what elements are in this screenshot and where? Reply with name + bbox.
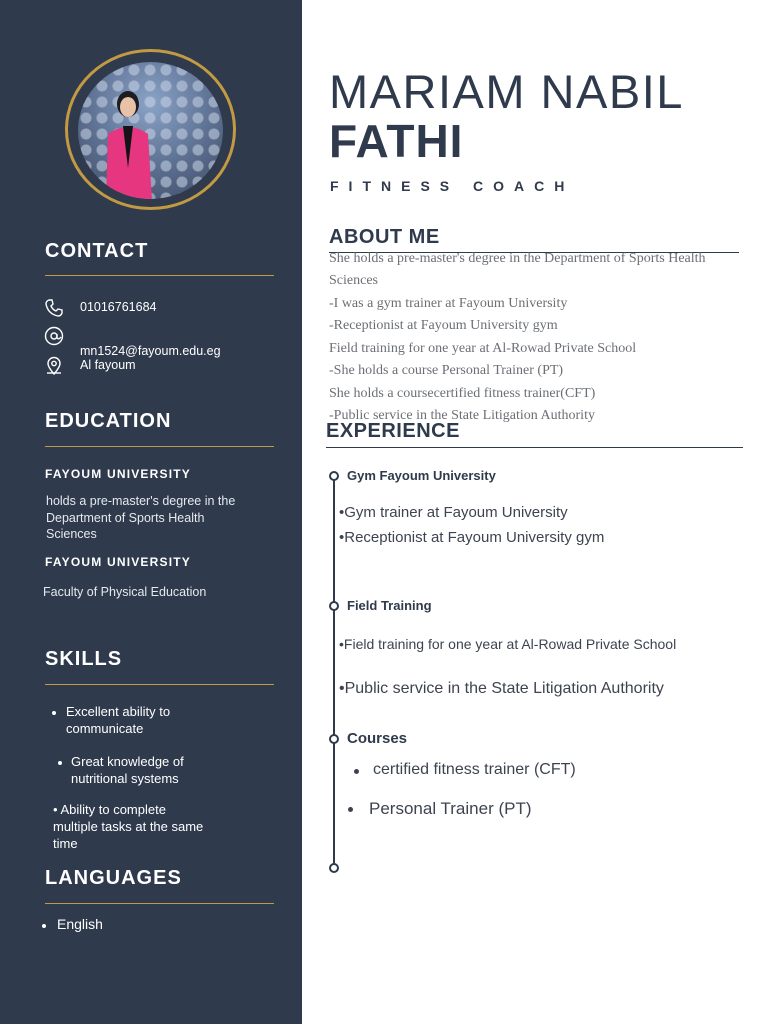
skill-item: Great knowledge of nutritional systems [71, 754, 184, 786]
location-icon [44, 356, 64, 376]
about-line: Field training for one year at Al-Rowad Private School [329, 341, 637, 356]
experience-title: Field Training [347, 598, 432, 613]
email-icon [44, 326, 64, 346]
phone-icon [44, 298, 64, 318]
experience-heading: EXPERIENCE [326, 420, 460, 442]
language-item: English [57, 916, 103, 932]
education-school: FAYOUM UNIVERSITY [45, 555, 191, 569]
about-line: Sciences [329, 273, 378, 288]
job-title: FITNESS COACH [330, 178, 575, 194]
contact-email: mn1524@fayoum.edu.eg [80, 344, 221, 358]
skills-heading: SKILLS [45, 648, 123, 670]
about-line: She holds a pre-master's degree in the Department of Sports Health [329, 251, 706, 266]
languages-divider [45, 903, 274, 904]
bullet-icon [42, 924, 46, 928]
education-details: holds a pre-master's degree in the Department of Sports Health Sciences [46, 494, 236, 541]
contact-location: Al fayoum [80, 358, 136, 372]
course-item: certified fitness trainer (CFT) [373, 761, 576, 778]
experience-line: •Gym trainer at Fayoum University [339, 504, 568, 521]
about-line: She holds a coursecertified fitness trainer(CFT) [329, 386, 596, 401]
name-first: MARIAM NABIL [329, 65, 684, 118]
timeline-node [329, 601, 339, 611]
experience-line: •Field training for one year at Al-Rowad Private School [339, 636, 677, 652]
about-line: -She holds a course Personal Trainer (PT) [329, 363, 564, 378]
timeline-node [329, 863, 339, 873]
experience-line: •Receptionist at Fayoum University gym [339, 529, 605, 546]
bullet-icon [348, 807, 353, 812]
bullet-icon [58, 761, 62, 765]
contact-divider [45, 275, 274, 276]
timeline-node [329, 734, 339, 744]
contact-phone: 01016761684 [80, 300, 157, 314]
skills-divider [45, 684, 274, 685]
about-heading: ABOUT ME [329, 226, 440, 248]
experience-divider [326, 447, 743, 448]
experience-title: Gym Fayoum University [347, 468, 496, 483]
experience-title: Courses [347, 730, 408, 747]
about-line: -Receptionist at Fayoum University gym [329, 318, 558, 333]
experience-line: •Public service in the State Litigation Authority [339, 680, 664, 697]
name-last: FATHI [329, 115, 464, 167]
bullet-icon [52, 711, 56, 715]
education-school: FAYOUM UNIVERSITY [45, 467, 191, 481]
education-details: Faculty of Physical Education [43, 585, 207, 599]
person-figure [98, 86, 158, 199]
bullet-icon [354, 769, 359, 774]
sidebar [0, 0, 302, 1024]
timeline-node [329, 471, 339, 481]
education-heading: EDUCATION [45, 410, 172, 432]
languages-heading: LANGUAGES [45, 867, 182, 889]
skill-item: Excellent ability to communicate [66, 704, 171, 736]
contact-heading: CONTACT [45, 240, 149, 262]
course-item: Personal Trainer (PT) [369, 799, 532, 818]
about-line: -I was a gym trainer at Fayoum University [329, 296, 568, 311]
skill-item: • Ability to complete multiple tasks at the same time [53, 802, 204, 851]
timeline-line [333, 476, 335, 868]
education-divider [45, 446, 274, 447]
avatar [78, 62, 223, 199]
about-line: -Public service in the State Litigation Authority [329, 408, 595, 423]
